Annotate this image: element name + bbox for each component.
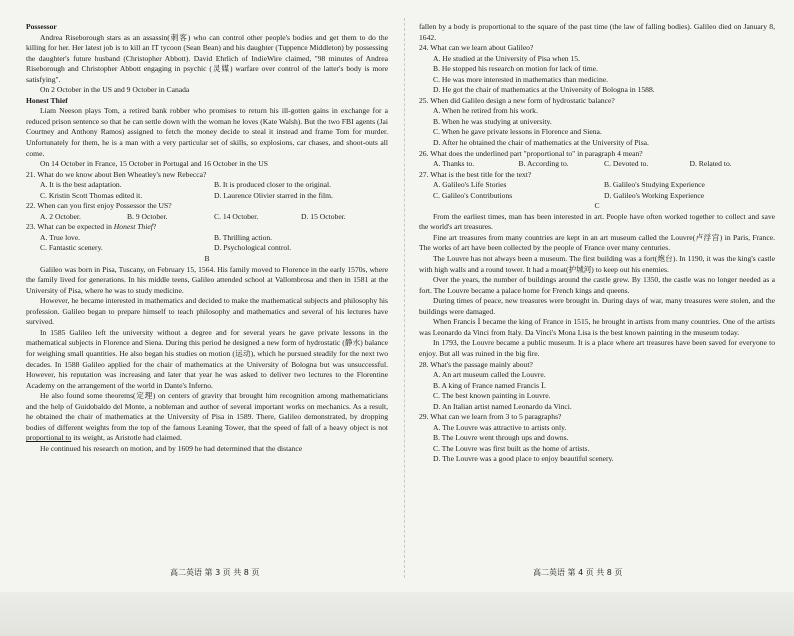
page-footer-left: 高二英语 第 3 页 共 8 页: [170, 568, 260, 577]
question-22-option-b[interactable]: B. 9 October.: [127, 211, 168, 221]
question-25-option-a[interactable]: A. When he retired from his work.: [433, 106, 538, 116]
honest-thief-date: On 14 October in France, 15 October in Portugal and 16 October in the US: [40, 159, 268, 169]
question-24-option-a[interactable]: A. He studied at the University of Pisa when 15.: [433, 53, 580, 63]
question-21-options-row1: [26, 180, 388, 191]
question-21-option-a[interactable]: A. It is the best adaptation.: [40, 180, 122, 190]
question-27-options-row2: [419, 191, 775, 202]
question-28-option-c[interactable]: C. The best known painting in Louvre.: [433, 391, 551, 401]
question-29: 29. What can we learn from 3 to 5 paragraphs?: [419, 412, 562, 422]
question-21-option-c[interactable]: C. Kristin Scott Thomas edited it.: [40, 190, 143, 200]
passage-c-paragraph-7: In 1793, the Louvre became a public museum. It is a place where art treasures have been saved for everyone to enjoy. But all was ruined in the big fire.: [419, 338, 775, 358]
question-22-option-a[interactable]: A. 2 October.: [40, 211, 81, 221]
question-24-option-c[interactable]: C. He was more interested in mathematics than medicine.: [433, 74, 609, 84]
passage-c-paragraph-4: Over the years, the number of buildings around the castle grew. By 1350, the castle was no longer needed as a fort. The Louvre became a palace home for French kings and queens.: [419, 275, 775, 295]
question-25-option-c[interactable]: C. When he gave private lessons in Florence and Siena.: [433, 127, 602, 137]
question-24-option-b[interactable]: B. He stopped his research on motion for lack of time.: [433, 64, 598, 74]
question-23-option-d[interactable]: D. Psychological control.: [214, 243, 292, 253]
question-29-option-a[interactable]: A. The Louvre was attractive to artists only.: [433, 422, 567, 432]
column-divider: [404, 18, 405, 578]
question-23-prefix: 23. What can be expected in: [26, 222, 114, 232]
possessor-heading: Possessor: [26, 22, 57, 31]
passage-b-paragraph-5: He continued his research on motion, and by 1609 he had determined that the distance: [40, 443, 303, 453]
question-29-option-b[interactable]: B. The Louvre went through ups and downs.: [433, 433, 569, 443]
possessor-date: On 2 October in the US and 9 October in Canada: [40, 85, 190, 95]
question-21-option-b[interactable]: B. It is produced closer to the original.: [214, 180, 332, 190]
question-29-option-d[interactable]: D. The Louvre was a good place to enjoy beautiful scenery.: [433, 454, 614, 464]
question-22-options: [26, 212, 388, 223]
question-22: 22. When can you first enjoy Possessor the US?: [26, 201, 172, 211]
possessor-paragraph: Andrea Riseborough stars as an assassin(刺客) who can control other people's bodies and get them to do the killing for her. Her latest job is to kill an IT tycoon (Sean Bean) and his daughter (Tuppence Middleton) by possessing the daughter's future husband (Christopher Abbott). David Ehrlich of IndieWire claimed, "98 minutes of Andrea Riseborough and Christopher Abbott engaging in psychic (灵媒) warfare over control of the latter's body is more satisfying".: [26, 32, 388, 84]
passage-b-continuation: fallen by a body is proportional to the square of the past time (the law of falling bodies). Galileo died on January 8, 1642.: [419, 22, 775, 42]
question-23-option-b[interactable]: B. Thrilling action.: [214, 232, 273, 242]
question-23-option-c[interactable]: C. Fantastic scenery.: [40, 243, 103, 253]
question-24-option-d[interactable]: D. He got the chair of mathematics at the University of Bologna in 1588.: [433, 85, 655, 95]
honest-thief-heading: Honest Thief: [26, 95, 68, 105]
passage-b-paragraph-1: Galileo was born in Pisa, Tuscany, on February 15, 1564. His family moved to Florence in the early 1570s, where the family lived for generations. In his middle teens, Galileo attended school at Vallombrosa and then in 1581 at the University of Pisa, where he was to study medicine.: [26, 264, 388, 295]
question-21: 21. What do we know about Ben Wheatley's new Rebecca?: [26, 169, 207, 179]
right-page-column: [419, 22, 775, 465]
question-23-options-row2: [26, 243, 388, 254]
passage-b-paragraph-3: In 1585 Galileo left the university without a degree and for several years he gave private lessons in the mathematical subjects in Florence and Siena. During this period he designed a new form of hydrostatic (静水) balance for weighing small quantities. He also began his studies on motion (运动), which he pursued steadily for the next two decades. In 1588 Galileo applied for the chair of mathematics at the University of Bologna but was unsuccessful. However, his reputation was increasing and later that year he was asked to deliver two lectures to the Florentine Academy on the arrangement of the world in Dante's Inferno.: [26, 327, 388, 390]
question-27-option-d[interactable]: D. Galileo's Working Experience: [604, 190, 705, 200]
paragraph-4-text-b: its weight, as Aristotle had claimed.: [71, 433, 182, 443]
question-29-option-c[interactable]: C. The Louvre was first built as the home of artists.: [433, 443, 590, 453]
question-23-title: Honest Thief: [113, 222, 153, 232]
question-26-options: [419, 159, 775, 170]
question-28-option-a[interactable]: A. An art museum called the Louvre.: [433, 370, 546, 380]
question-22-option-c[interactable]: C. 14 October.: [214, 211, 259, 221]
passage-b-paragraph-4: [26, 391, 388, 444]
passage-c-paragraph-2: Fine art treasures from many countries are kept in an art museum called the Louvre(卢浮宫) in Paris, France. The works of art have been collected by the people of France over many centuries.: [419, 232, 775, 253]
question-27: 27. What is the best title for the text?: [419, 169, 532, 179]
passage-c-paragraph-5: During times of peace, new treasures were brought in. During days of war, many treasures were stolen, and the buildings were damaged.: [419, 296, 775, 316]
honest-thief-paragraph: Liam Neeson plays Tom, a retired bank robber who promises to return his ill-gotten gains in exchange for a reduced prison sentence so that he can settle down with the woman he loves (Kate Walsh). But the two FBI agents (Jai Courtney and Anthony Ramos) assigned to fetch the money decide to steal it instead and frame Tom for murder. Unfortunately for them, he is a man with a very particular set of skills, so explosions, car chases, and shoot-outs all come.: [26, 106, 388, 158]
section-c-label: C: [594, 201, 600, 211]
question-26-option-a[interactable]: A. Thanks to.: [433, 159, 475, 169]
question-23-option-a[interactable]: A. True love.: [40, 232, 81, 242]
section-b-label: B: [204, 254, 210, 264]
paragraph-4-text-a: He also found some theorems(定理) on centers of gravity that brought him recognition among mathematicians and the help of Guidobaldo del Monte, a nobleman and author of several important works on mechanics. As a result, he obtained the chair of mathematics at the University of Pisa in 1589. There, Galileo demonstrated, by dropping bodies of different weights from the top of the famous Leaning Tower, that the speed of fall of a heavy object is not: [26, 391, 388, 432]
question-26: 26. What does the underlined part "proportional to" in paragraph 4 mean?: [419, 148, 643, 158]
question-27-option-c[interactable]: C. Galileo's Contributions: [433, 190, 513, 200]
question-25-option-d[interactable]: D. After he obtained the chair of mathematics at the University of Pisa.: [433, 138, 649, 148]
question-28-option-d[interactable]: D. An Italian artist named Leonardo da Vinci.: [433, 401, 572, 411]
question-27-options-row1: [419, 180, 775, 191]
question-24: 24. What can we learn about Galileo?: [419, 43, 534, 53]
question-28: 28. What's the passage mainly about?: [419, 359, 533, 369]
question-23: [26, 222, 388, 233]
scan-bottom-margin: [0, 592, 794, 636]
passage-c-paragraph-6: When Francis Ⅰ became the king of France in 1515, he brought in artists from many countries. One of the artists was Leonardo da Vinci from Italy. Da Vinci's Mona Lisa is the best known painting in the museum today.: [419, 317, 775, 337]
question-21-option-d[interactable]: D. Laurence Olivier starred in the film.: [214, 190, 333, 200]
question-23-suffix: ?: [152, 222, 157, 232]
question-21-options-row2: [26, 191, 388, 202]
passage-c-paragraph-1: From the earliest times, man has been interested in art. People have often worked together to collect and save the world's art treasures.: [419, 211, 775, 232]
left-page-column: [26, 22, 388, 454]
passage-b-paragraph-2: However, he became interested in mathematics and decided to make the mathematical subjects and philosophy his profession. Galileo began to prepare himself to teach philosophy and mathematics and several of his lectures have survived.: [26, 296, 388, 327]
page-footer-right: 高二英语 第 4 页 共 8 页: [533, 568, 623, 577]
passage-c-paragraph-3: The Louvre has not always been a museum. The first building was a fort(炮台). In 1190, it was the king's castle with high walls and a round tower. It had a moat(护城河) to keep out his enemies.: [419, 254, 775, 274]
question-26-option-d[interactable]: D. Related to.: [689, 159, 732, 169]
question-25-option-b[interactable]: B. When he was studying at university.: [433, 116, 552, 126]
question-26-option-c[interactable]: C. Devoted to.: [604, 159, 649, 169]
underlined-phrase: proportional to: [26, 433, 72, 443]
question-26-option-b[interactable]: B. According to.: [518, 159, 569, 169]
question-28-option-b[interactable]: B. A king of France named Francis Ⅰ.: [433, 380, 546, 390]
question-23-options-row1: [26, 233, 388, 244]
question-22-option-d[interactable]: D. 15 October.: [301, 211, 346, 221]
question-27-option-b[interactable]: B. Galileo's Studying Experience: [604, 180, 705, 190]
question-27-option-a[interactable]: A. Galileo's Life Stories: [433, 180, 507, 190]
question-25: 25. When did Galileo design a new form of hydrostatic balance?: [419, 95, 615, 105]
